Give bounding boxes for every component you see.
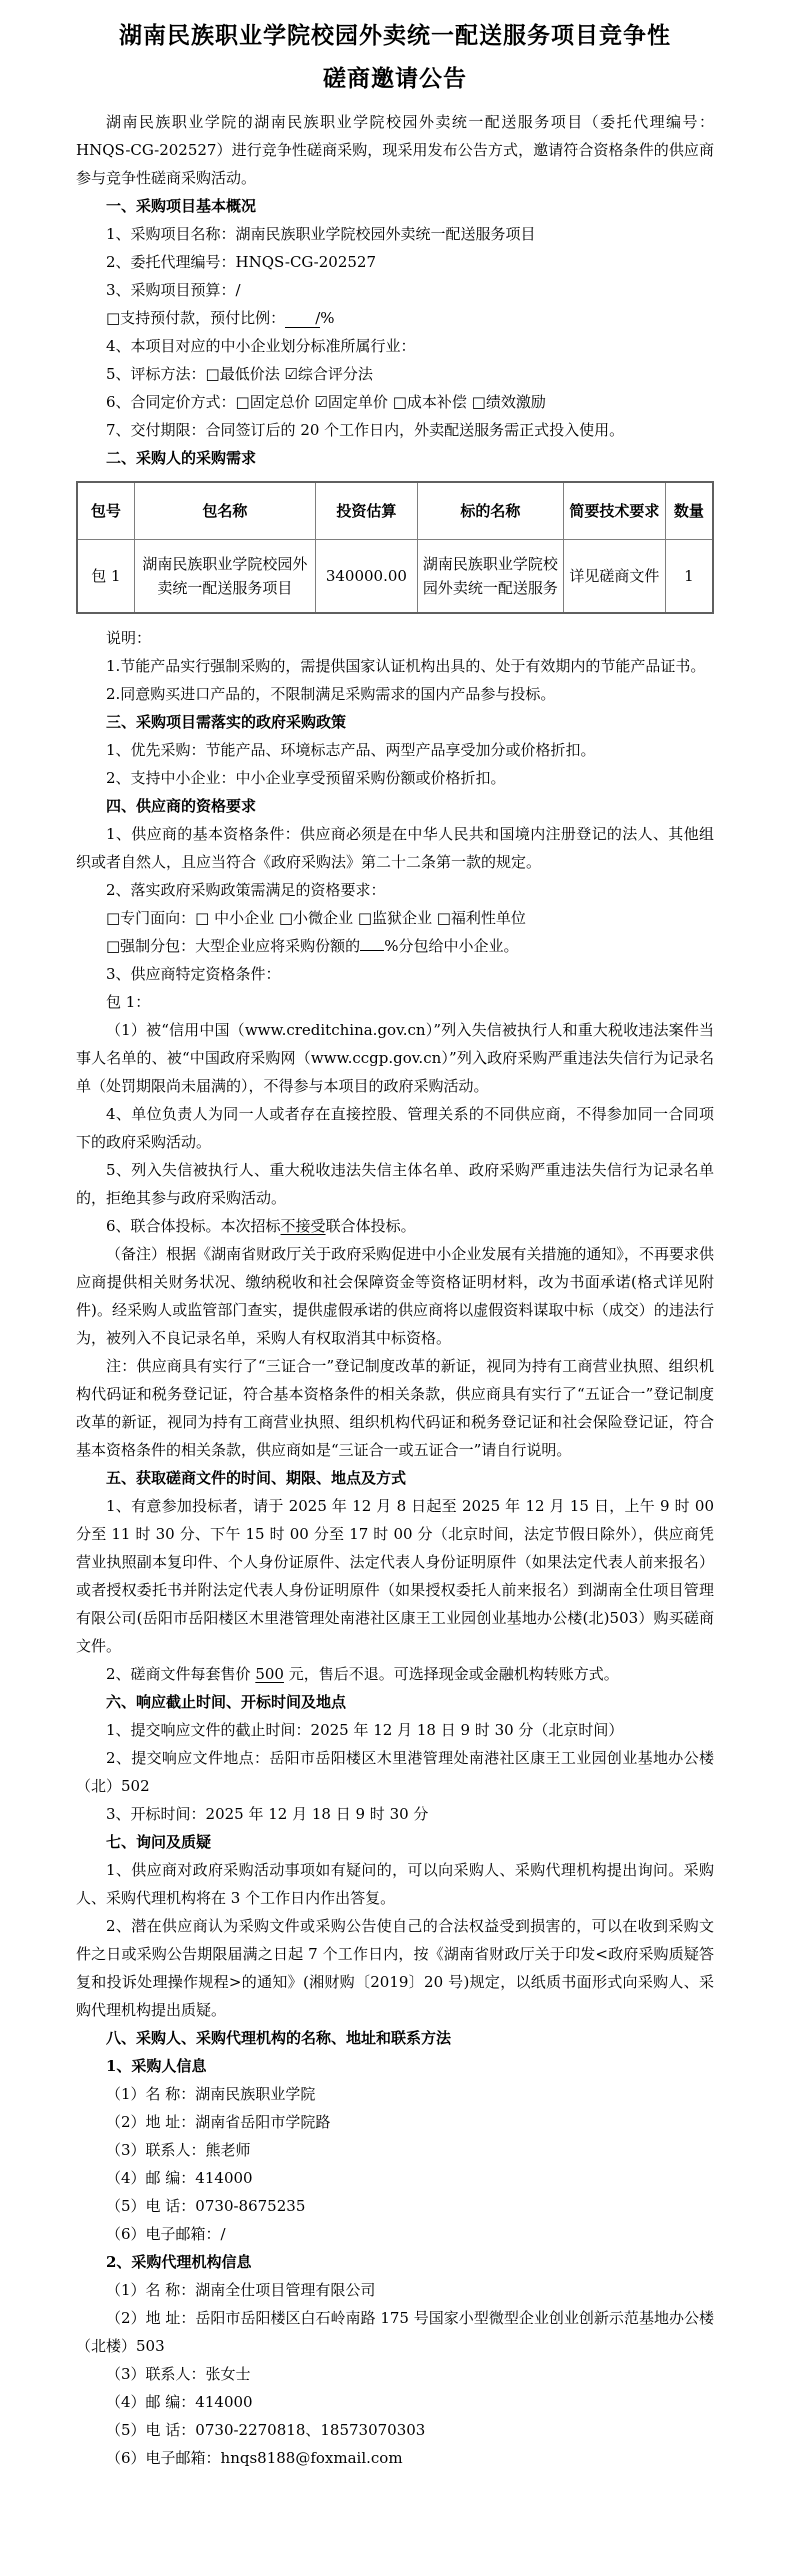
cell-subject: 湖南民族职业学院校园外卖统一配送服务 — [417, 540, 563, 614]
delivery-line: 7、交付期限：合同签订后的 20 个工作日内，外卖配送服务需正式投入使用。 — [106, 421, 625, 439]
response-deadline: 1、提交响应文件的截止时间：2025 年 12 月 18 日 9 时 30 分（北京时间） — [106, 1721, 624, 1739]
specific-qualification: 3、供应商特定资格条件： — [106, 965, 281, 983]
budget-line: 3、采购项目预算：/ — [106, 281, 241, 299]
section-6-heading: 六、响应截止时间、开标时间及地点 — [106, 1693, 347, 1711]
prepay-ratio-blank: / — [285, 310, 320, 328]
agent-number-line: 2、委托代理编号：HNQS-CG-202527 — [106, 253, 377, 271]
section-7-heading: 七、询问及质疑 — [106, 1833, 212, 1851]
inquiry-item-1: 1、供应商对政府采购活动事项如有疑问的，可以向采购人、采购代理机构提出询问。采购人、采购代理机构将在 3 个工作日内作出答复。 — [76, 1861, 714, 1907]
inquiry-item-2: 2、潜在供应商认为采购文件或采购公告使自己的合法权益受到损害的，可以在收到采购文件之日或采购公告期限届满之日起 7 个工作日内，按《湖南省财政厅关于印发<政府采购质疑答复和投诉处理操作规程>的通知》(湘财购〔2019〕20 号)规定，以纸质书面形式向采购人、采购代理机构提出质疑。 — [76, 1917, 714, 2019]
agency-phone: （5）电 话：0730-2270818、18573070303 — [106, 2421, 426, 2439]
consortium-not-accept: 不接受 — [280, 1217, 326, 1235]
policy-qualification: 2、落实政府采购政策需满足的资格要求： — [106, 881, 386, 899]
agency-address: （2）地 址：岳阳市岳阳楼区白石岭南路 175 号国家小型微型企业创业创新示范基地办公楼（北楼）503 — [76, 2309, 714, 2355]
credit-clause: （1）被“信用中国（www.creditchina.gov.cn）”列入失信被执行人和重大税收违法案件当事人名单的、被“中国政府采购网（www.ccgp.gov.cn）”列入政府采购严重违法失信行为记录名单（处罚期限尚未届满的），不得参与本项目的政府采购活动。 — [76, 1021, 714, 1095]
th-pkg-no: 包号 — [77, 482, 134, 540]
response-place: 2、提交响应文件地点：岳阳市岳阳楼区木里港管理处南港社区康王工业园创业基地办公楼（北）502 — [76, 1749, 714, 1795]
table-header-row — [77, 482, 713, 540]
section-8-heading: 八、采购人、采购代理机构的名称、地址和联系方法 — [106, 2029, 452, 2047]
th-pkg-name: 包名称 — [134, 482, 315, 540]
cert-note-paragraph: 注：供应商具有实行了“三证合一”登记制度改革的新证，视同为持有工商营业执照、组织机构代码证和税务登记证，符合基本资格条件的相关条款，供应商具有实行了“五证合一”登记制度改革的新证，视同为持有工商营业执照、组织机构代码证和税务登记证和社会保险登记证，符合基本资格条件的相关条款，供应商如是“三证合一或五证合一”请自行说明。 — [76, 1357, 714, 1459]
buyer-info-heading: 1、采购人信息 — [106, 2057, 207, 2075]
basic-qualification: 1、供应商的基本资格条件：供应商必须是在中华人民共和国境内注册登记的法人、其他组织或者自然人，且应当符合《政府采购法》第二十二条第一款的规定。 — [76, 825, 714, 871]
doc-fee-tail: 元，售后不退。可选择现金或金融机构转账方式。 — [283, 1665, 619, 1683]
doc-fee-line — [76, 1660, 714, 1688]
section-response-deadline — [76, 1688, 714, 1828]
buyer-email: （6）电子邮箱：/ — [106, 2225, 226, 2243]
buyer-phone: （5）电 话：0730-8675235 — [106, 2197, 306, 2215]
agency-info-heading: 2、采购代理机构信息 — [106, 2253, 252, 2271]
table-row — [77, 540, 713, 614]
section-obtain-documents — [76, 1464, 714, 1688]
section-procurement-demand — [76, 444, 714, 708]
doc-title-line1: 湖南民族职业学院校园外卖统一配送服务项目竞争性 — [119, 22, 671, 49]
section-3-heading: 三、采购项目需落实的政府采购政策 — [106, 713, 347, 731]
bid-open-time: 3、开标时间：2025 年 12 月 18 日 9 时 30 分 — [106, 1805, 429, 1823]
doc-fee-text: 2、磋商文件每套售价 — [106, 1665, 256, 1683]
cell-pkg-no: 包 1 — [77, 540, 134, 614]
th-investment: 投资估算 — [316, 482, 418, 540]
cell-qty: 1 — [665, 540, 713, 614]
section-supplier-qualification — [76, 792, 714, 1464]
pricing-method-line: 6、合同定价方式：□固定总价 ☑固定单价 □成本补偿 □绩效激励 — [106, 393, 546, 411]
subcontract-tail: %分包给中小企业。 — [384, 937, 519, 955]
subcontract-blank — [360, 950, 384, 951]
blacklist-clause: 5、列入失信被执行人、重大税收违法失信主体名单、政府采购严重违法失信行为记录名单的，拒绝其参与政府采购活动。 — [76, 1161, 714, 1207]
policy-item-2: 2、支持中小企业：中小企业享受预留采购份额或价格折扣。 — [106, 769, 506, 787]
section-5-heading: 五、获取磋商文件的时间、期限、地点及方式 — [106, 1469, 407, 1487]
th-tech: 简要技术要求 — [564, 482, 666, 540]
buyer-name: （1）名 称：湖南民族职业学院 — [106, 2085, 316, 2103]
section-1-heading: 一、采购项目基本概况 — [106, 197, 257, 215]
agency-email: （6）电子邮箱：hnqs8188@foxmail.com — [106, 2449, 403, 2467]
subcontract-line — [76, 932, 714, 960]
remark-paragraph: （备注）根据《湖南省财政厅关于政府采购促进中小企业发展有关措施的通知》，不再要求供应商提供相关财务状况、缴纳税收和社会保障资金等资格证明材料，改为书面承诺(格式详见附件)。经采购人或监管部门查实，提供虚假承诺的供应商将以虚假资料谋取中标（成交）的违法行为，被列入不良记录名单，采购人有权取消其中标资格。 — [76, 1245, 714, 1347]
prepay-text: □支持预付款，预付比例： — [106, 309, 286, 327]
buyer-zipcode: （4）邮 编：414000 — [106, 2169, 253, 2187]
prepay-line — [76, 304, 714, 332]
agency-name: （1）名 称：湖南全仕项目管理有限公司 — [106, 2281, 376, 2299]
section-4-heading: 四、供应商的资格要求 — [106, 797, 257, 815]
doc-fee-amount: 500 — [255, 1665, 284, 1683]
section-contacts — [76, 2024, 714, 2472]
obtain-item-1: 1、有意参加投标者，请于 2025 年 12 月 8 日起至 2025 年 12 月 15 日，上午 9 时 00 分至 11 时 30 分、下午 15 时 00 分至 17 时 00 分（北京时间，法定节假日除外），供应商凭营业执照副本复印件、个人身份证原件、法定代表人身份证明原件（如果法定代表人前来报名）或者授权委托书并附法定代表人身份证明原件（如果授权委托人前来报名）到湖南全仕项目管理有限公司(岳阳市岳阳楼区木里港管理处南港社区康王工业园创业基地办公楼(北)503）购买磋商文件。 — [76, 1497, 714, 1655]
same-person-clause: 4、单位负责人为同一人或者存在直接控股、管理关系的不同供应商，不得参加同一合同项下的政府采购活动。 — [76, 1105, 714, 1151]
th-qty: 数量 — [665, 482, 713, 540]
policy-item-1: 1、优先采购：节能产品、环境标志产品、两型产品享受加分或价格折扣。 — [106, 741, 596, 759]
section-basic-overview — [76, 192, 714, 444]
cell-tech: 详见磋商文件 — [564, 540, 666, 614]
consortium-clause — [76, 1212, 714, 1240]
consortium-tail: 联合体投标。 — [325, 1217, 416, 1235]
doc-title — [76, 14, 714, 100]
note-1: 1.节能产品实行强制采购的，需提供国家认证机构出具的、处于有效期内的节能产品证书。 — [106, 657, 706, 675]
buyer-contact: （3）联系人：熊老师 — [106, 2141, 251, 2159]
cell-pkg-name: 湖南民族职业学院校园外卖统一配送服务项目 — [134, 540, 315, 614]
section-inquiry — [76, 1828, 714, 2024]
agency-zipcode: （4）邮 编：414000 — [106, 2393, 253, 2411]
targeted-line: □专门面向：□ 中小企业 □小微企业 □监狱企业 □福利性单位 — [106, 909, 526, 927]
intro-paragraph: 湖南民族职业学院的湖南民族职业学院校园外卖统一配送服务项目（委托代理编号：HNQS-CG-202527）进行竞争性磋商采购，现采用发布公告方式，邀请符合资格条件的供应商参与竞争性磋商采购活动。 — [76, 113, 714, 187]
industry-line: 4、本项目对应的中小企业划分标准所属行业： — [106, 337, 416, 355]
th-subject: 标的名称 — [417, 482, 563, 540]
note-2: 2.同意购买进口产品的，不限制满足采购需求的国内产品参与投标。 — [106, 685, 556, 703]
pkg1-label: 包 1： — [106, 993, 151, 1011]
note-label: 说明： — [106, 629, 152, 647]
buyer-address: （2）地 址：湖南省岳阳市学院路 — [106, 2113, 331, 2131]
agency-contact: （3）联系人：张女士 — [106, 2365, 251, 2383]
prepay-percent: % — [320, 309, 335, 327]
consortium-text: 6、联合体投标。本次招标 — [106, 1217, 281, 1235]
project-name-line: 1、采购项目名称：湖南民族职业学院校园外卖统一配送服务项目 — [106, 225, 536, 243]
doc-title-line2: 磋商邀请公告 — [323, 65, 467, 92]
requirements-table — [76, 481, 714, 614]
section-2-heading: 二、采购人的采购需求 — [106, 449, 257, 467]
eval-method-line: 5、评标方法：□最低价法 ☑综合评分法 — [106, 365, 373, 383]
cell-investment: 340000.00 — [316, 540, 418, 614]
section-policy — [76, 708, 714, 792]
subcontract-text: □强制分包：大型企业应将采购份额的 — [106, 937, 361, 955]
